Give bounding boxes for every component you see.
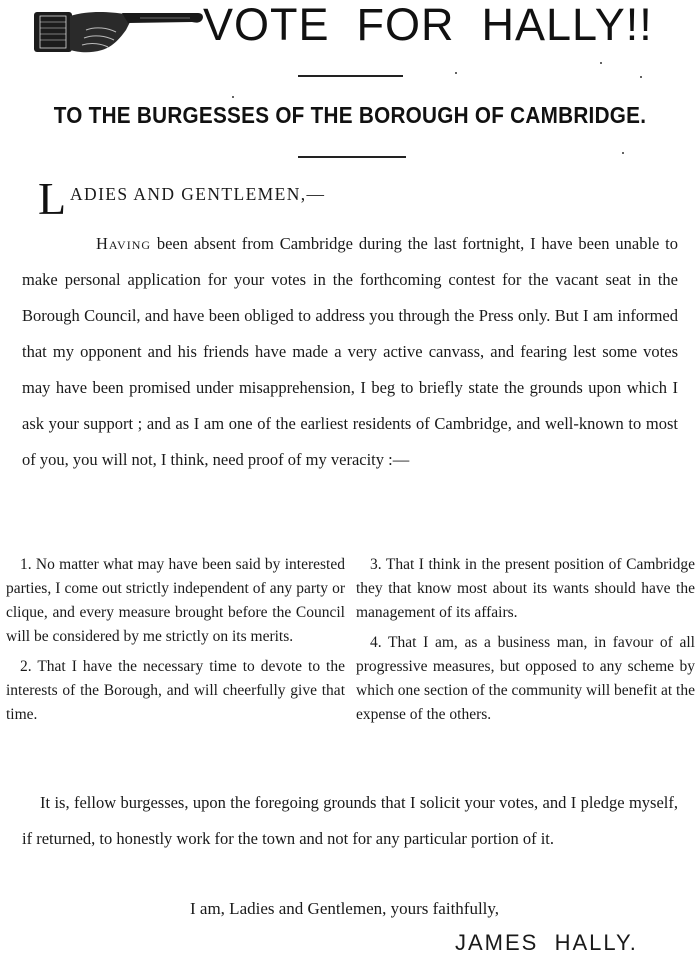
print-speck [232,96,234,98]
rule-middle [298,156,406,158]
closing-text: It is, fellow burgesses, upon the foregoing grounds that I solicit your votes, and I pledge myself, if returned, to honestly work for the town and not for any particular portion of it. [22,793,678,848]
salutation-text: ADIES AND GENTLEMEN,— [70,184,326,204]
dropcap: L [38,173,67,224]
header [0,0,700,60]
closing-paragraph [22,785,678,857]
intro-lead-word: Having [96,234,152,253]
headline: VOTE FOR HALLY!! [203,0,653,50]
print-speck [640,76,642,78]
point-2: 2. That I have the necessary time to devote to the interests of the Borough, and will cheerfully give that time. [6,658,345,723]
pointing-hand-icon [30,4,205,56]
intro-body: been absent from Cambridge during the last fortnight, I have been unable to make personal application for your votes in the forthcoming contest for the vacant seat in the Borough Council, and have been obliged to address you through the Press only. But I am informed that my opponent and his friends have made a very active canvass, and fearing lest some votes may have been promised under misapprehension, I beg to briefly state the grounds upon which I ask your support ; and as I am one of the earliest residents of Cambridge, and well-known to most of you, you will not, I think, need proof of my veracity :— [22,234,679,469]
signoff: I am, Ladies and Gentlemen, yours faithfully, [190,899,500,918]
print-speck [622,152,624,154]
points-column-left [6,553,345,727]
address-heading: TO THE BURGESSES OF THE BOROUGH OF CAMBRIDGE. [53,102,647,128]
intro-paragraph [22,226,678,478]
print-speck [600,62,602,64]
point-3: 3. That I think in the present position of Cambridge they that know most about its wants should have the management of its affairs. [356,556,695,621]
signature: JAMES HALLY. [455,930,638,955]
point-1: 1. No matter what may have been said by interested parties, I come out strictly independent of any party or clique, and every measure brought before the Council will be considered by me strictly on its merits. [6,556,345,645]
print-speck [455,72,457,74]
salutation [38,173,398,224]
rule-top [298,75,403,77]
points-column-right [356,553,695,727]
point-4: 4. That I am, as a business man, in favour of all progressive measures, but opposed to any scheme by which one section of the community will benefit at the expense of the others. [356,634,695,723]
